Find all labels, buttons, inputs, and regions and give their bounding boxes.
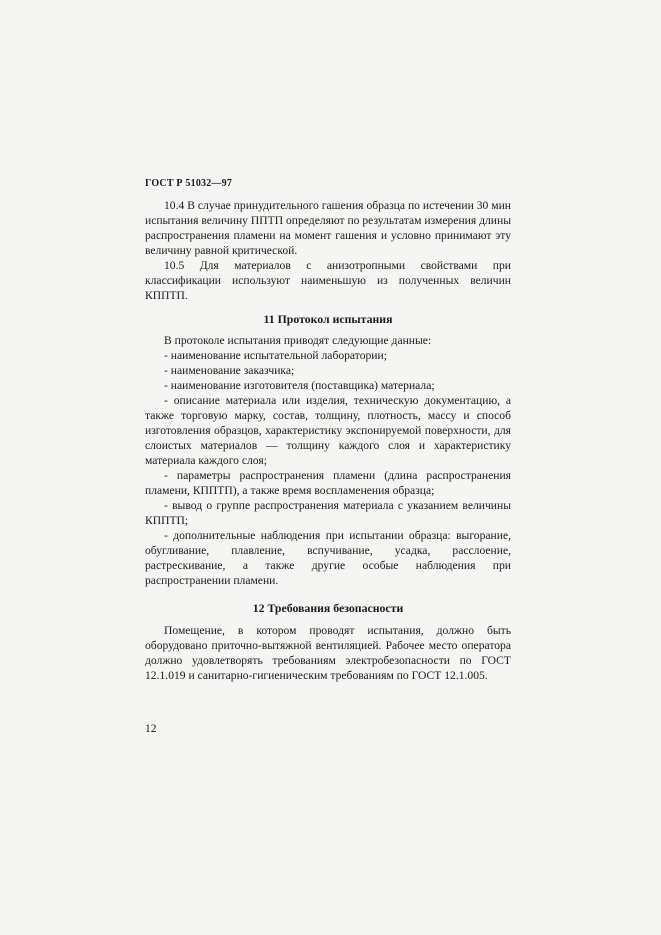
list-item: - параметры распространения пламени (длина распространения пламени, КППТП), а также время воспламенения образца; [145,469,511,497]
section-12-title: 12 Требования безопасности [252,601,404,615]
paragraph-10-4: 10.4 В случае принудительного гашения образца по истечении 30 мин испытания величину ППТП определяют по результатам измерения длины распространения пламени на момент гашения и условно принимают эту величину равной критической. [145,199,511,257]
list-item: - наименование изготовителя (поставщика) материала; [164,379,435,392]
list-item: - наименование заказчика; [164,364,295,377]
list-item: - описание материала или изделия, техническую документацию, а также торговую марку, состав, толщину, плотность, массу и способ изготовления образцов, характеристику экспонируемой поверхности, для слоистых материалов — толщину каждого слоя и характеристику материала каждого слоя; [145,394,511,467]
section-11-title: 11 Протокол испытания [263,312,393,326]
list-item: - вывод о группе распространения материала с указанием величины КППТП; [145,499,511,527]
document-code-header: ГОСТ Р 51032—97 [145,178,233,189]
page-number: 12 [145,722,157,735]
list-item: - дополнительные наблюдения при испытании образца: выгорание, обугливание, плавление, вспучивание, усадка, расслоение, растрескивание, а также другие особые наблюдения при распространении пламени. [145,529,511,587]
paragraph-10-5: 10.5 Для материалов с анизотропными свойствами при классификации используют наименьшую из полученных величин КППТП. [145,259,511,302]
section-12-text: Помещение, в котором проводят испытания, должно быть оборудовано приточно-вытяжной вентиляцией. Рабочее место оператора должно удовлетворять требованиям электробезопасности по ГОСТ 12.1.019 и санитарно-гигиеническим требованиям по ГОСТ 12.1.005. [145,624,511,682]
list-item: - наименование испытательной лаборатории; [164,349,387,362]
page-body [145,198,511,683]
section-11-intro: В протоколе испытания приводят следующие данные: [164,334,432,347]
